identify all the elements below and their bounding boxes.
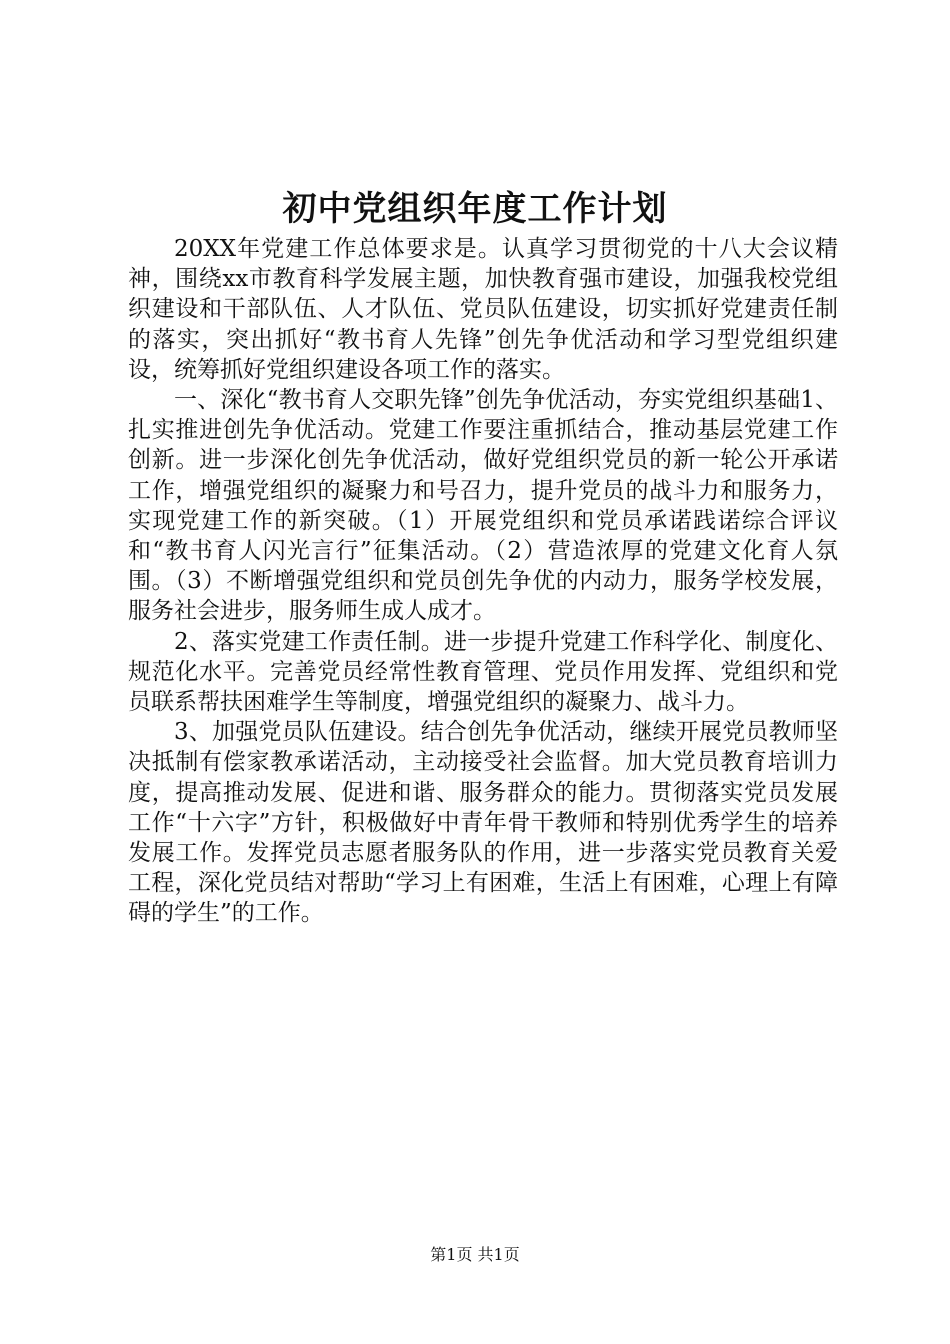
document-title: 初中党组织年度工作计划 <box>282 189 668 229</box>
paragraph-intro: 20XX年党建工作总体要求是。认真学习贯彻党的十八大会议精神，围绕xx市教育科学发展主题，加快教育强市建设，加强我校党组织建设和干部队伍、人才队伍、党员队伍建设，切实抓好党建责任制的落实，突出抓好“教书育人先锋”创先争优活动和学习型党组织建设，统筹抓好党组织建设各项工作的落实。 <box>128 236 838 383</box>
paragraph-section-1: 一、深化“教书育人交职先锋”创先争优活动，夯实党组织基础1、扎实推进创先争优活动。党建工作要注重抓结合，推动基层党建工作创新。进一步深化创先争优活动，做好党组织党员的新一轮公开承诺工作，增强党组织的凝聚力和号召力，提升党员的战斗力和服务力，实现党建工作的新突破。（1）开展党组织和党员承诺践诺综合评议和“教书育人闪光言行”征集活动。（2）营造浓厚的党建文化育人氛围。（3）不断增强党组织和党员创先争优的内动力，服务学校发展，服务社会进步，服务师生成人成才。 <box>128 387 838 625</box>
paragraph-section-2: 2、落实党建工作责任制。进一步提升党建工作科学化、制度化、规范化水平。完善党员经常性教育管理、党员作用发挥、党组织和党员联系帮扶困难学生等制度，增强党组织的凝聚力、战斗力。 <box>128 628 838 716</box>
document-body <box>128 234 838 929</box>
paragraph-section-3: 3、加强党员队伍建设。结合创先争优活动，继续开展党员教师坚决抵制有偿家教承诺活动，主动接受社会监督。加大党员教育培训力度，提高推动发展、促进和谐、服务群众的能力。贯彻落实党员发展工作“十六字”方针，积极做好中青年骨干教师和特别优秀学生的培养发展工作。发挥党员志愿者服务队的作用，进一步落实党员教育关爱工程，深化党员结对帮助“学习上有困难，生活上有困难，心理上有障碍的学生”的工作。 <box>128 719 838 927</box>
page-footer: 第1页 共1页 <box>430 1245 520 1264</box>
